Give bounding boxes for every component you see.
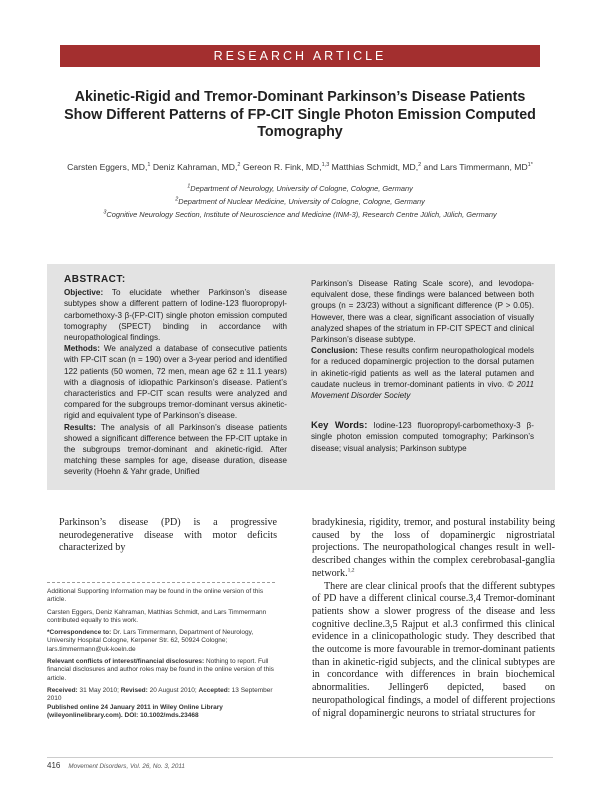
- body-paragraph: Parkinson’s disease (PD) is a progressive neurodegenerative disease with motor deficits characterized by: [59, 517, 277, 554]
- results-label: Results:: [64, 422, 96, 432]
- author-name: Gereon R. Fink, MD,: [240, 162, 322, 172]
- journal-citation: Movement Disorders, Vol. 26, No. 3, 2011: [68, 763, 185, 770]
- body-text: bradykinesia, rigidity, tremor, and postural instability being caused by the loss of dopaminergic nigrostriatal projections. The neuropathological changes result in well-described changes within the complex cerebrobasal-ganglia network.: [312, 517, 555, 579]
- copyright-notice: © 2011 Movement Disorder Society: [311, 379, 535, 401]
- affiliation-marker: 1: [187, 183, 191, 190]
- affiliation: [60, 210, 540, 219]
- footnote-correspondence: [47, 629, 279, 654]
- abstract-conclusion: [311, 345, 534, 401]
- accepted-label: Accepted:: [198, 686, 230, 694]
- body-paragraph: There are clear clinical proofs that the different subtypes of PD have a different clinical course.3,4 Tremor-dominant patients show a slower progress of the disease and less cognitive decline.3,5 Rajput et al.3 confirmed this clinical evidence in a clinicopathologic study. They described that the outcome is more favourable in tremor-dominant patients than in akinetic-rigid subjects, and the clinical subtypes are in concordance with differences in brain biochemical abnormalities. Jellinger6 depicted, based on neuropathological findings, a model of different projections of nigral dopaminergic neurons to striatal structures for: [312, 580, 555, 719]
- footnote-conflicts: [47, 658, 279, 683]
- footnote-equal-contribution: Carsten Eggers, Deniz Kahraman, Matthias Schmidt, and Lars Timmermann contributed equally to this work.: [47, 608, 267, 624]
- author-affiliation-marker: 2: [237, 162, 241, 169]
- page-number: 416: [47, 761, 61, 770]
- body-right-column: [312, 517, 555, 720]
- citation-marker: 1,2: [347, 567, 355, 574]
- author-name: and Lars Timmermann, MD: [421, 162, 528, 172]
- author-list: [60, 162, 540, 172]
- author-name: Deniz Kahraman, MD,: [150, 162, 238, 172]
- abstract-results: [64, 422, 287, 478]
- body-paragraph: [312, 517, 555, 581]
- article-type-banner: [60, 45, 540, 67]
- abstract-right-column: [311, 278, 534, 454]
- footnote-divider: [47, 582, 275, 583]
- abstract-objective: [64, 287, 287, 343]
- page-footer: [47, 757, 553, 770]
- author-affiliation-marker: 1*: [527, 162, 533, 169]
- article-type-label: RESEARCH ARTICLE: [213, 49, 387, 63]
- author-name: Matthias Schmidt, MD,: [329, 162, 419, 172]
- conflicts-text: Nothing to report. Full financial disclosures and author roles may be found in the online version of this article.: [47, 658, 274, 682]
- objective-text: To elucidate whether Parkinson’s disease subtypes show a different pattern of Iodine-123 fluoropropyl-carbomethoxy-3 β-(FP-CIT) single photon emission computed tomography (SPECT) binding in accordance with neuropathological findings.: [64, 288, 287, 343]
- affiliation-text: Cognitive Neurology Section, Institute of Neuroscience and Medicine (INM-3), Research Centre Jülich, Jülich, Germany: [106, 210, 497, 219]
- methods-label: Methods:: [64, 344, 100, 354]
- affiliation-text: Department of Neurology, University of Cologne, Cologne, Germany: [190, 184, 413, 193]
- affiliation-marker: 3: [103, 209, 107, 216]
- body-left-column: [59, 517, 277, 555]
- conflicts-label: Relevant conflicts of interest/financial disclosures:: [47, 658, 205, 666]
- affiliation: [60, 184, 540, 193]
- abstract-results-continued: Parkinson’s Disease Rating Scale score), and levodopa-equivalent dose, these findings were balanced between both groups (n = 23/23) without a significant difference (P > 0.05). However, there was a clear, significant association of visually analyzed shapes of the striatum in FP-CIT SPECT and clinical Parkinson’s disease subtype.: [311, 279, 534, 345]
- keywords-text: Iodine-123 fluoropropyl-carbomethoxy-3 β-single photon emission computed tomography; Parkinson’s disease; visual analysis; Parkinson subtype: [311, 421, 534, 453]
- keywords-label: Key Words:: [311, 420, 368, 432]
- affiliation-text: Department of Nuclear Medicine, University of Cologne, Cologne, Germany: [178, 197, 425, 206]
- results-text: The analysis of all Parkinson’s disease patients showed a significant difference between the FP-CIT uptake in the subgroups tremor-dominant and akinetic-rigid. After matching these samples for age, disease duration, disease severity (Hoehn & Yahr grade, Unified: [64, 422, 287, 477]
- conclusion-text: These results confirm neuropathological models for a reduced dopaminergic projection to the dorsal putamen in akinetic-rigid patients as well as the lateral putamen and caudate nucleus in tremor-dominant patients in vivo.: [311, 346, 534, 389]
- received-date: 31 May 2010;: [77, 686, 121, 694]
- affiliation-marker: 2: [175, 196, 179, 203]
- revised-label: Revised:: [120, 686, 148, 694]
- received-label: Received:: [47, 686, 78, 694]
- conclusion-label: Conclusion:: [311, 346, 358, 356]
- footnotes: [47, 588, 279, 724]
- correspondence-label: *Correspondence to:: [47, 629, 112, 637]
- abstract-heading: ABSTRACT:: [64, 274, 126, 285]
- correspondence-text: Dr. Lars Timmermann, Department of Neurology, University Hospital Cologne, Kerpener Str. 62, 50924 Cologne; lars.timmermann@uk-koeln.de: [47, 629, 254, 653]
- author-affiliation-marker: 1,3: [321, 162, 330, 169]
- abstract-methods: [64, 343, 287, 421]
- footnote-published: Published online 24 January 2011 in Wiley Online Library (wileyonlinelibrary.com). DOI: 10.1002/mds.23468: [47, 703, 223, 719]
- revised-date: 20 August 2010;: [147, 686, 199, 694]
- abstract-box: [47, 264, 555, 490]
- author-affiliation-marker: 1: [147, 162, 151, 169]
- abstract-left-column: [64, 274, 287, 478]
- footnote-dates: [47, 687, 279, 704]
- abstract-keywords: [311, 420, 534, 454]
- methods-text: We analyzed a database of consecutive patients with FP-CIT scan (n = 190) over a 3-year period and identified 122 patients (50 women, 72 men, mean age 62 ± 11.1 years) with a diagnosis of idiopathic Parkinson’s disease. Patient’s characteristics and FP-CIT scan results were analyzed and compared for the subgroups tremor-dominant versus akinetic-rigid and equivalent type of Parkinson’s disease.: [64, 344, 287, 421]
- footnote-supporting: Additional Supporting Information may be found in the online version of this article.: [47, 588, 264, 604]
- author-affiliation-marker: 2: [418, 162, 422, 169]
- objective-label: Objective:: [64, 288, 104, 298]
- affiliation: [60, 197, 540, 206]
- author-name: Carsten Eggers, MD,: [67, 162, 148, 172]
- accepted-date: 13 September 2010: [47, 686, 273, 703]
- article-title: Akinetic-Rigid and Tremor-Dominant Parkinson’s Disease Patients Show Different Patterns of FP-CIT Single Photon Emission Computed Tomography: [64, 89, 536, 140]
